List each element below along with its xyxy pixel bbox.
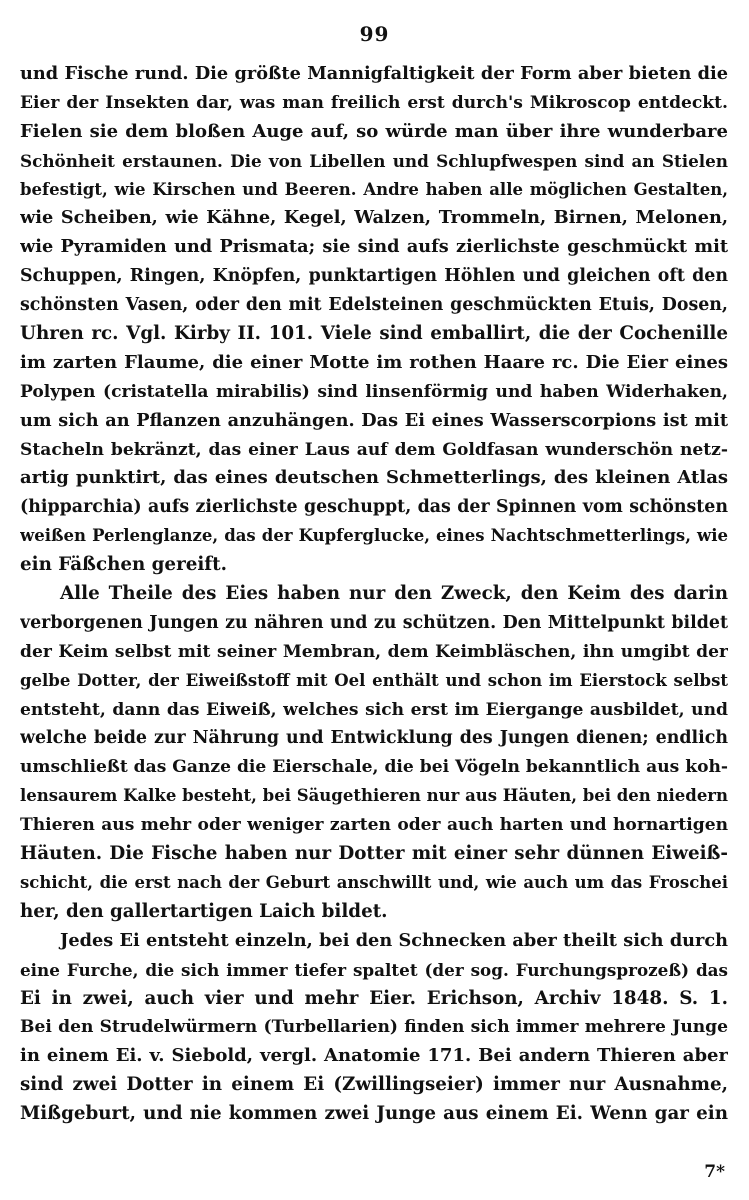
text-line: Stacheln bekränzt, das einer Laus auf dem Goldfasan wunderschön netz- <box>20 439 728 460</box>
text-line: sind zwei Dotter in einem Ei (Zwillingseier) immer nur Ausnahme, <box>20 1074 728 1096</box>
text-line: Uhren rc. Vgl. Kirby II. 101. Viele sind emballirt, die der Cochenille <box>20 323 728 345</box>
text-line: lensaurem Kalke besteht, bei Säugethieren nur aus Häuten, bei den niedern <box>20 786 728 806</box>
body-text <box>20 60 728 1129</box>
paragraph-start-line: Jedes Ei entsteht einzeln, bei den Schnecken aber theilt sich durch <box>60 929 728 951</box>
text-line: Eier der Insekten dar, was man freilich erst durch's Mikroscop entdeckt. <box>20 92 728 113</box>
text-line: in einem Ei. v. Siebold, vergl. Anatomie 171. Bei andern Thieren aber <box>20 1045 728 1067</box>
paragraph-start-line: Alle Theile des Eies haben nur den Zweck, den Keim des darin <box>60 583 728 605</box>
text-line: Schönheit erstaunen. Die von Libellen und Schlupfwespen sind an Stielen <box>20 150 728 171</box>
text-line: entsteht, dann das Eiweiß, welches sich erst im Eiergange ausbildet, und <box>20 699 728 720</box>
text-line: gelbe Dotter, der Eiweißstoff mit Oel enthält und schon im Eierstock selbst <box>20 670 728 690</box>
text-line: umschließt das Ganze die Eierschale, die bei Vögeln bekanntlich aus koh- <box>20 757 728 778</box>
text-line: der Keim selbst mit seiner Membran, dem Keimbläschen, ihn umgibt der <box>20 641 728 662</box>
text-line: im zarten Flaume, die einer Motte im rothen Haare rc. Die Eier eines <box>20 351 728 373</box>
text-line: artig punktirt, das eines deutschen Schmetterlings, des kleinen Atlas <box>20 467 728 489</box>
text-line: Mißgeburt, und nie kommen zwei Junge aus einem Ei. Wenn gar ein <box>20 1103 728 1125</box>
text-line: Schuppen, Ringen, Knöpfen, punktartigen Höhlen und gleichen oft den <box>20 266 728 287</box>
paragraph-end-line: ein Fäßchen gereift. <box>20 554 227 576</box>
page-number: 99 <box>359 22 390 46</box>
text-line: verborgenen Jungen zu nähren und zu schützen. Den Mittelpunkt bildet <box>20 612 728 633</box>
text-line: Bei den Strudelwürmern (Turbellarien) finden sich immer mehrere Junge <box>20 1017 728 1038</box>
text-line: schicht, die erst nach der Geburt anschwillt und, wie auch um das Froschei <box>20 872 728 892</box>
text-line: Polypen (cristatella mirabilis) sind linsenförmig und haben Widerhaken, <box>20 381 728 402</box>
text-line: wie Scheiben, wie Kähne, Kegel, Walzen, Trommeln, Birnen, Melonen, <box>20 207 728 229</box>
text-line: Fielen sie dem bloßen Auge auf, so würde man über ihre wunderbare <box>20 120 728 142</box>
text-line: wie Pyramiden und Prismata; sie sind aufs zierlichste geschmückt mit <box>20 236 728 258</box>
text-line: um sich an Pflanzen anzuhängen. Das Ei eines Wasserscorpions ist mit <box>20 409 728 431</box>
text-line: welche beide zur Nährung und Entwicklung des Jungen dienen; endlich <box>20 728 728 749</box>
signature-mark: 7* <box>704 1162 725 1182</box>
text-line: und Fische rund. Die größte Mannigfaltigkeit der Form aber bieten die <box>20 63 728 84</box>
text-line: befestigt, wie Kirschen und Beeren. Andre haben alle möglichen Gestalten, <box>20 179 728 199</box>
paragraph-end-line: her, den gallertartigen Laich bildet. <box>20 900 388 922</box>
text-line: weißen Perlenglanze, das der Kupferglucke, eines Nachtschmetterlings, wie <box>20 526 728 546</box>
text-line: eine Furche, die sich immer tiefer spaltet (der sog. Furchungsprozeß) das <box>20 959 728 980</box>
text-line: Ei in zwei, auch vier und mehr Eier. Erichson, Archiv 1848. S. 1. <box>20 987 728 1009</box>
text-line: schönsten Vasen, oder den mit Edelsteinen geschmückten Etuis, Dosen, <box>20 295 728 316</box>
text-line: Häuten. Die Fische haben nur Dotter mit einer sehr dünnen Eiweiß- <box>20 843 728 865</box>
text-line: Thieren aus mehr oder weniger zarten oder auch harten und hornartigen <box>20 815 728 836</box>
text-line: (hipparchia) aufs zierlichste geschuppt, das der Spinnen vom schönsten <box>20 497 728 518</box>
